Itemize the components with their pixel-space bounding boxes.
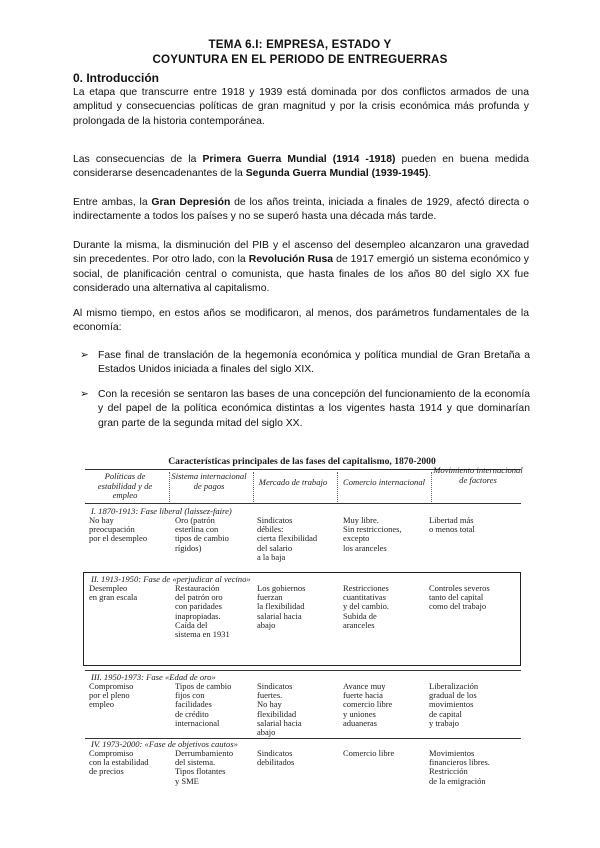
header-mercado-trabajo: Mercado de trabajo	[258, 477, 328, 487]
header-movimiento-factores: Movimiento internacional de factores	[433, 465, 523, 485]
document-title	[0, 37, 600, 67]
bullet-list	[80, 349, 530, 441]
phase-2-comercio: Restricciones cuantitativas y del cambio. Subida de aranceles	[343, 583, 390, 630]
phase-1-comercio: Muy libre. Sin restricciones, excepto los aranceles	[343, 515, 402, 553]
paragraph-1: La etapa que transcurre entre 1918 y 1939 está dominada por dos conflictos armados de una amplitud y consecuencias políticas de gran magnitud y por la crisis económica más profunda y prolongada de la historia contemporánea.	[73, 87, 529, 127]
header-sistema-pagos: Sistema internacional de pagos	[171, 471, 247, 491]
phase-1-estabilidad: No hay preocupación por el desempleo	[89, 515, 148, 544]
bullet-item-2: ➢ Con la recesión se sentaron las bases de una concepción del funcionamiento de la economía y del papel de la política económica distintas a los vigentes hasta 1914 y que dominarían gran parte de la segunda mitad del siglo XX.	[80, 388, 530, 429]
russian-revolution-term: Revolución Rusa	[248, 254, 334, 266]
wwi-term: Primera Guerra Mundial (1914 -1918)	[202, 154, 396, 165]
wwii-term: Segunda Guerra Mundial (1939-1945)	[245, 168, 429, 180]
phase-3-trabajo: Sindicatos fuertes. No hay flexibilidad salarial hacia abajo	[257, 681, 302, 738]
phase-4-label: IV. 1973-2000: «Fase de objetivos cautos»	[91, 739, 238, 749]
title-line-1: TEMA 6.I: EMPRESA, ESTADO Y	[208, 38, 392, 51]
scan-table-title: Características principales de las fases del capitalismo, 1870-2000	[168, 456, 436, 467]
phase-2-pagos: Restauración del patrón oro con paridades inapropiadas. Caída del sistema en 1931	[175, 583, 230, 640]
paragraph-5: Al mismo tiempo, en estos años se modificaron, al menos, dos parámetros fundamentales de la economía:	[73, 308, 529, 334]
arrow-bullet-icon: ➢	[80, 350, 89, 361]
phase-4-factores: Movimientos financieros libres. Restricción de la emigración	[429, 748, 490, 786]
column-divider	[253, 472, 254, 502]
phase-3-pagos: Tipos de cambio fijos con facilidades de crédito internacional	[175, 681, 232, 728]
phase-4-pagos: Derrumbamiento del sistema. Tipos flotantes y SME	[175, 748, 234, 786]
phase-2-label: II. 1913-1950: Fase de «perjudicar al vecino»	[91, 574, 251, 584]
phase-4-comercio: Comercio libre	[343, 748, 395, 758]
section-heading: 0. Introducción	[73, 71, 160, 85]
paragraph-3: Entre ambas, la Gran Depresión de los años treinta, iniciada a finales de 1929, afectó directa o indirectamente a todos los países y no se superó hasta una década más tarde.	[73, 197, 529, 223]
header-estabilidad: Políticas de estabilidad y de empleo	[97, 471, 153, 501]
column-divider	[431, 472, 432, 502]
phase-3-estabilidad: Compromiso por el pleno empleo	[89, 681, 134, 710]
scanned-table-image	[77, 456, 527, 786]
bullet-item-1: ➢ Fase final de translación de la hegemonía económica y política mundial de Gran Bretaña a Estados Unidos iniciada a finales del siglo XIX.	[80, 350, 530, 376]
phase-4-estabilidad: Compromiso con la estabilidad de precios	[89, 748, 149, 777]
phase-2-estabilidad: Desempleo en gran escala	[89, 583, 138, 603]
phase-3-label: III. 1950-1973: Fase «Edad de oro»	[91, 672, 216, 682]
phase-2-factores: Controles severos tanto del capital como del trabajo	[429, 583, 490, 612]
phase-3-comercio: Avance muy fuerte hacia comercio libre y uniones aduaneras	[343, 681, 393, 728]
header-bottom-rule	[85, 503, 521, 504]
header-comercio: Comercio internacional	[342, 477, 426, 487]
paragraph-2: Las consecuencias de la Primera Guerra Mundial (1914 -1918) pueden en buena medida considerarse desencadenantes de la Segunda Guerra Mundial (1939-1945).	[73, 154, 529, 180]
paragraph-4: Durante la misma, la disminución del PIB y el ascenso del desempleo alcanzaron una gravedad sin precedentes. Por otro lado, con la Revolución Rusa de 1917 emergió un sistema económico y social, de planificación central o comunista, que hasta finales de los años 80 del siglo XX fue considerado una alternativa al capitalismo.	[73, 240, 529, 295]
phase-1-trabajo: Sindicatos débiles: cierta flexibilidad del salario a la baja	[257, 515, 318, 562]
phase-1-label: I. 1870-1913: Fase liberal (laissez-faire)	[91, 506, 232, 516]
phase-3-factores: Liberalización gradual de los movimientos de capital y trabajo	[429, 681, 479, 728]
phase-4-trabajo: Sindicatos debilitados	[257, 748, 295, 768]
column-divider	[337, 472, 338, 502]
arrow-bullet-icon: ➢	[80, 388, 89, 400]
column-divider	[169, 472, 170, 502]
phase-2-trabajo: Los gobiernos fuerzan la flexibilidad salarial hacia abajo	[257, 583, 306, 630]
phase-1-factores: Libertad más o menos total	[429, 515, 475, 535]
great-depression-term: Gran Depresión	[151, 197, 231, 208]
title-line-2: COYUNTURA EN EL PERIODO DE ENTREGUERRAS	[152, 53, 448, 66]
phase-3-rule	[85, 670, 521, 671]
phase-1-pagos: Oro (patrón esterlina con tipos de cambio rígidos)	[175, 515, 229, 553]
